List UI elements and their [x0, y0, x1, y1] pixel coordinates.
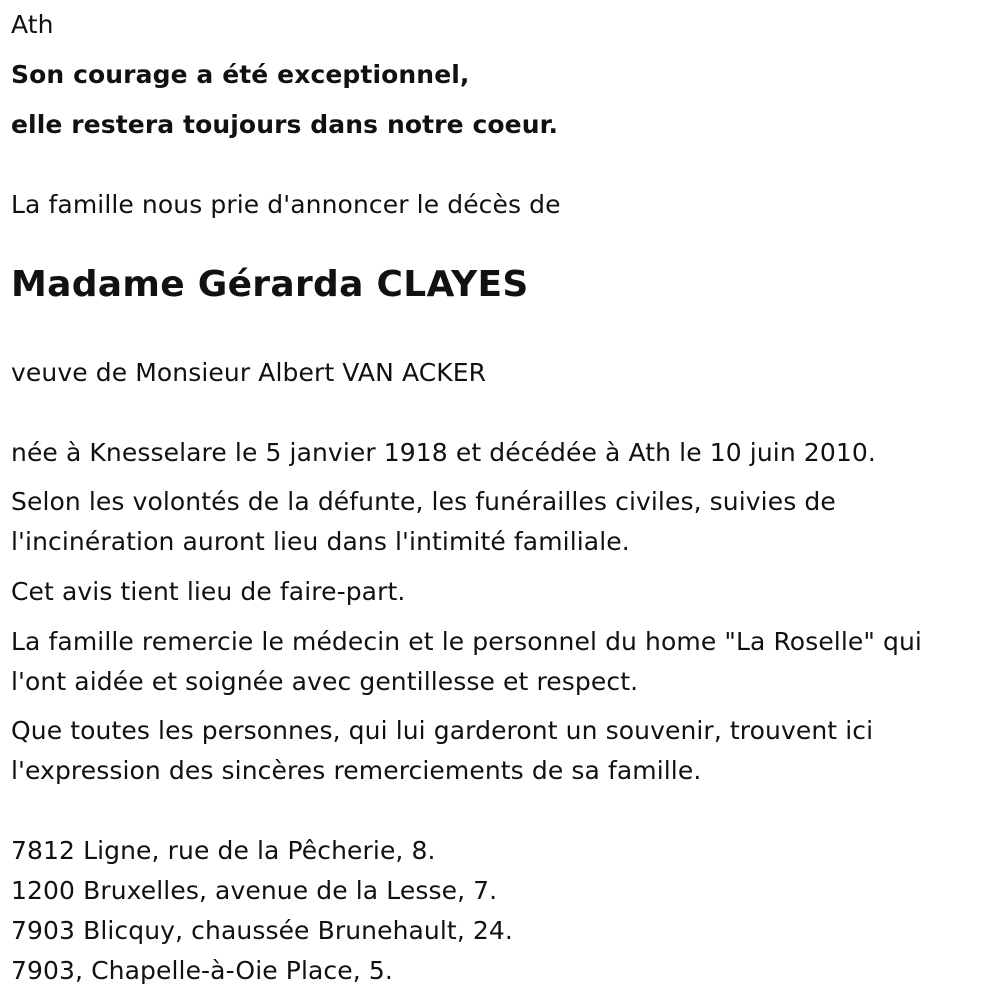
- deceased-name: Madame Gérarda CLAYES: [11, 264, 529, 305]
- paragraph-thanks-line-1: La famille remercie le médecin et le personnel du home "La Roselle" qui: [11, 627, 922, 656]
- city-heading: Ath: [11, 10, 54, 39]
- quote-line-2: elle restera toujours dans notre coeur.: [11, 110, 559, 139]
- paragraph-funeral-line-1: Selon les volontés de la défunte, les funérailles civiles, suivies de: [11, 487, 836, 516]
- spouse-text: veuve de Monsieur Albert VAN ACKER: [11, 358, 487, 387]
- paragraph-thanks-line-2: l'ont aidée et soignée avec gentillesse et respect.: [11, 667, 639, 696]
- address-chapelle: 7903, Chapelle-à-Oie Place, 5.: [11, 956, 393, 985]
- address-blicquy: 7903 Blicquy, chaussée Brunehault, 24.: [11, 916, 513, 945]
- quote-line-1: Son courage a été exceptionnel,: [11, 60, 470, 89]
- paragraph-remembrance-line-1: Que toutes les personnes, qui lui garderont un souvenir, trouvent ici: [11, 716, 874, 745]
- address-ligne: 7812 Ligne, rue de la Pêcherie, 8.: [11, 836, 436, 865]
- address-bruxelles: 1200 Bruxelles, avenue de la Lesse, 7.: [11, 876, 498, 905]
- paragraph-remembrance-line-2: l'expression des sincères remerciements de sa famille.: [11, 756, 702, 785]
- paragraph-faire-part: Cet avis tient lieu de faire-part.: [11, 577, 406, 606]
- announcement-text: La famille nous prie d'annoncer le décès de: [11, 190, 561, 219]
- birth-death-text: née à Knesselare le 5 janvier 1918 et décédée à Ath le 10 juin 2010.: [11, 438, 876, 467]
- paragraph-funeral-line-2: l'incinération auront lieu dans l'intimité familiale.: [11, 527, 630, 556]
